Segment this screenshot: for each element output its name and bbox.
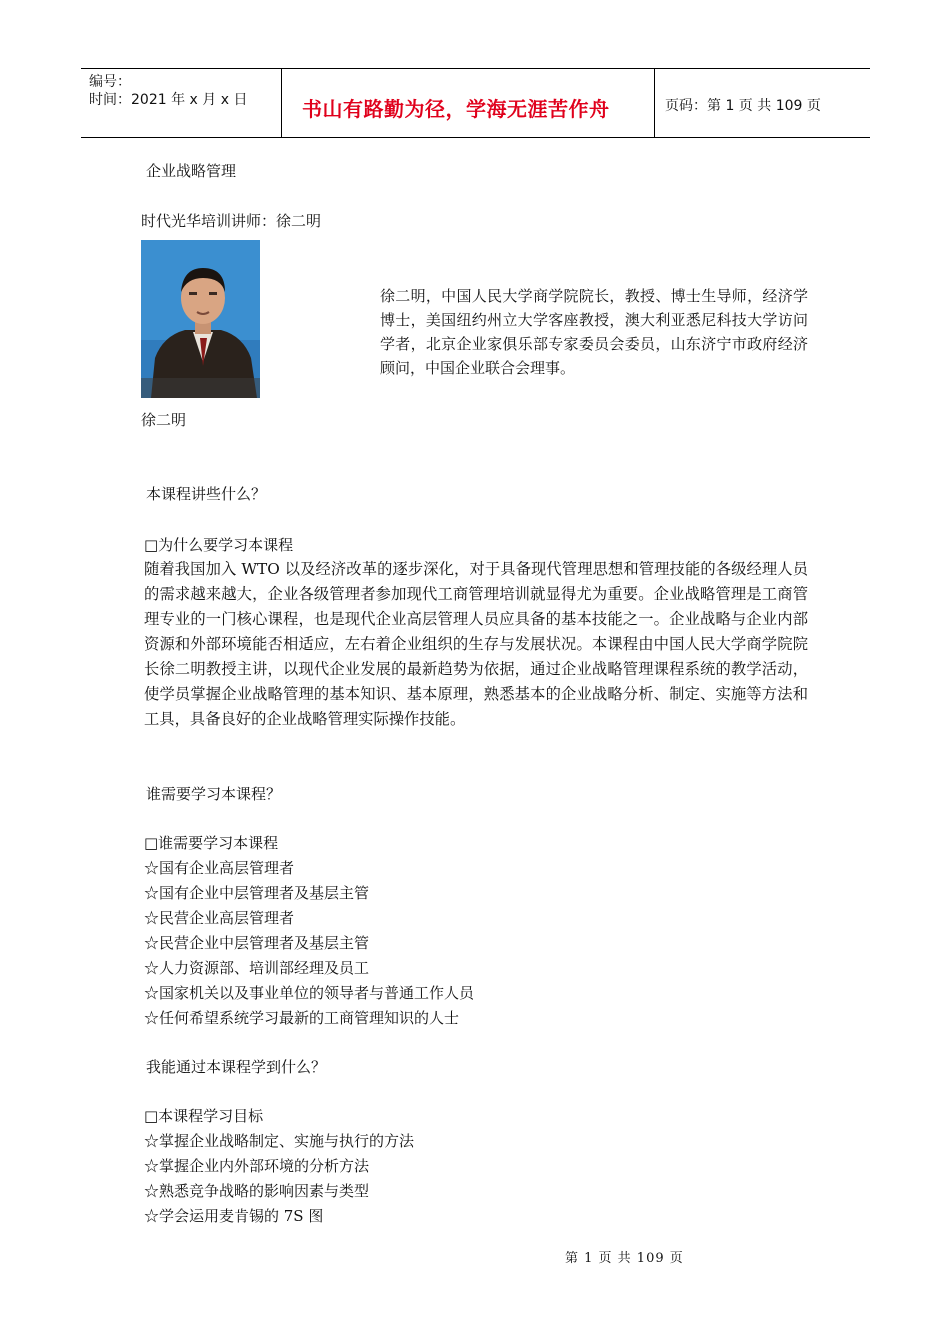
who-list-item: ☆民营企业高层管理者	[144, 909, 295, 927]
header-left-cell	[81, 69, 282, 137]
number-label: 编号：	[89, 74, 131, 90]
who-list-item: ☆任何希望系统学习最新的工商管理知识的人士	[144, 1009, 460, 1027]
who-heading: □谁需要学习本课程	[144, 834, 279, 852]
who-list-item: ☆国有企业中层管理者及基层主管	[144, 884, 370, 902]
why-heading: □为什么要学习本课程	[144, 536, 294, 554]
goal-list-item: ☆学会运用麦肯锡的 7S 图	[144, 1207, 324, 1225]
goal-list-item: ☆熟悉竞争战略的影响因素与类型	[144, 1182, 370, 1200]
trainer-line: 时代光华培训讲师：徐二明	[141, 212, 322, 230]
photo-caption: 徐二明	[141, 411, 187, 429]
goal-list-item: ☆掌握企业内外部环境的分析方法	[144, 1157, 370, 1175]
who-list-item: ☆国有企业高层管理者	[144, 859, 295, 877]
question-what: 本课程讲些什么？	[146, 485, 267, 503]
question-who: 谁需要学习本课程？	[146, 785, 282, 803]
who-list-item: ☆民营企业中层管理者及基层主管	[144, 934, 370, 952]
goal-list-item: ☆掌握企业战略制定、实施与执行的方法	[144, 1132, 415, 1150]
time-label: 时间：2021 年 x 月 x 日	[89, 92, 248, 108]
page-footer: 第 1 页 共 109 页	[565, 1251, 684, 1266]
why-paragraph: 随着我国加入 WTO 以及经济改革的逐步深化，对于具备现代管理思想和管理技能的各级经理人员的需求越来越大，企业各级管理者参加现代工商管理培训就显得尤为重要。企业战略管理是工商管理专业的一门核心课程，也是现代企业高层管理人员应具备的基本技能之一。企业战略与企业内部资源和外部环境能否相适应，左右着企业组织的生存与发展状况。本课程由中国人民大学商学院院长徐二明教授主讲，以现代企业发展的最新趋势为依据，通过企业战略管理课程系统的教学活动，使学员掌握企业战略管理的基本知识、基本原理，熟悉基本的企业战略分析、制定、实施等方法和工具，具备良好的企业战略管理实际操作技能。	[144, 560, 808, 728]
goal-list	[144, 1129, 414, 1229]
portrait-illustration	[141, 240, 260, 398]
header-page-info: 页码：第 1 页 共 109 页	[665, 98, 821, 114]
motto: 书山有路勤为径，学海无涯苦作舟	[302, 97, 610, 121]
who-list	[144, 856, 474, 1031]
trainer-bio: 徐二明，中国人民大学商学院院长，教授、博士生导师，经济学博士，美国纽约州立大学客座教授，澳大利亚悉尼科技大学访问学者，北京企业家俱乐部专家委员会委员，山东济宁市政府经济顾问，中国企业联合会理事。	[380, 287, 808, 377]
header-page-cell	[655, 69, 869, 137]
who-list-item: ☆人力资源部、培训部经理及员工	[144, 959, 370, 977]
doc-title: 企业战略管理	[146, 162, 237, 180]
question-learn: 我能通过本课程学到什么？	[146, 1058, 327, 1076]
page-header	[81, 68, 870, 138]
header-motto-cell	[282, 69, 655, 137]
trainer-photo	[141, 240, 260, 398]
goal-heading: □本课程学习目标	[144, 1107, 264, 1125]
who-list-item: ☆国家机关以及事业单位的领导者与普通工作人员	[144, 984, 475, 1002]
